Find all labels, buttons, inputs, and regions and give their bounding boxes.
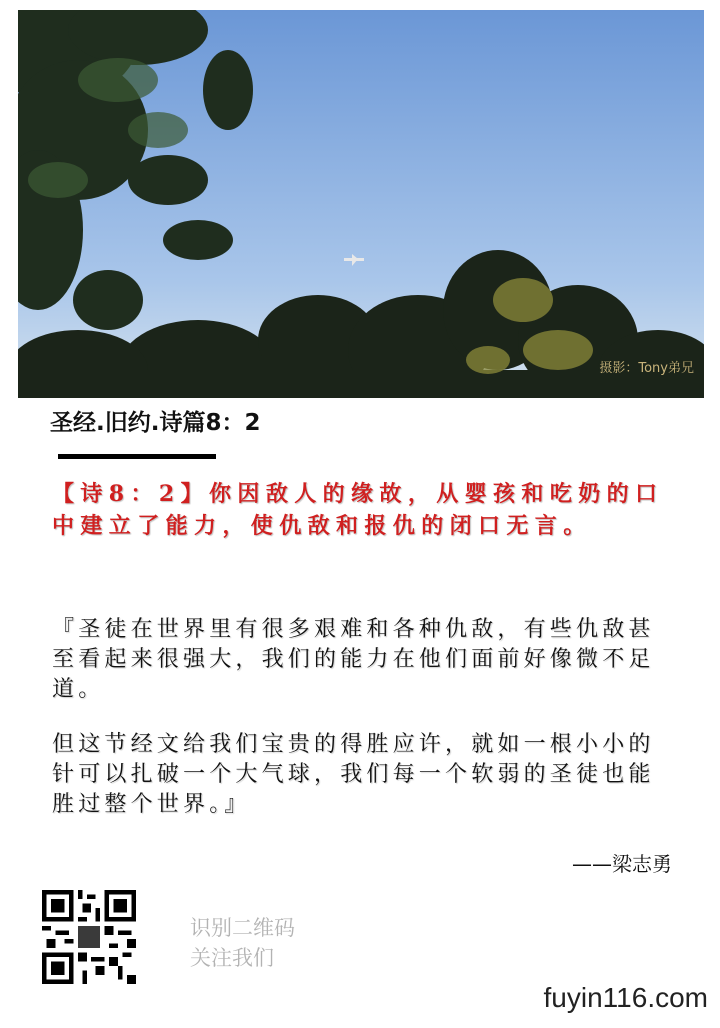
title-underline — [58, 454, 216, 459]
sky-trees-image — [18, 10, 704, 398]
scripture-verse: 【诗8：2】你因敌人的缘故，从婴孩和吃奶的口中建立了能力，使仇敌和报仇的闭口无言。 — [52, 481, 664, 539]
qr-caption-scan: 识别二维码 — [190, 916, 295, 940]
photo-credit: 摄影：Tony弟兄 — [599, 361, 694, 376]
page-title: 圣经.旧约.诗篇8：2 — [50, 410, 261, 436]
header-photo — [18, 10, 704, 398]
qr-code[interactable] — [42, 890, 136, 984]
qr-code-icon — [42, 890, 136, 984]
quote-paragraph-2: 但这节经文给我们宝贵的得胜应许，就如一根小小的针可以扎破一个大气球，我们每一个软弱的圣徒也能胜过整个世界。』 — [52, 732, 655, 817]
website-link[interactable]: fuyin116.com — [543, 982, 708, 1013]
quote-paragraph-1: 『圣徒在世界里有很多艰难和各种仇敌，有些仇敌甚至看起来很强大，我们的能力在他们面前好像微不足道。 — [52, 617, 655, 702]
author-signature: ——梁志勇 — [572, 852, 672, 876]
qr-caption-follow: 关注我们 — [190, 946, 274, 970]
